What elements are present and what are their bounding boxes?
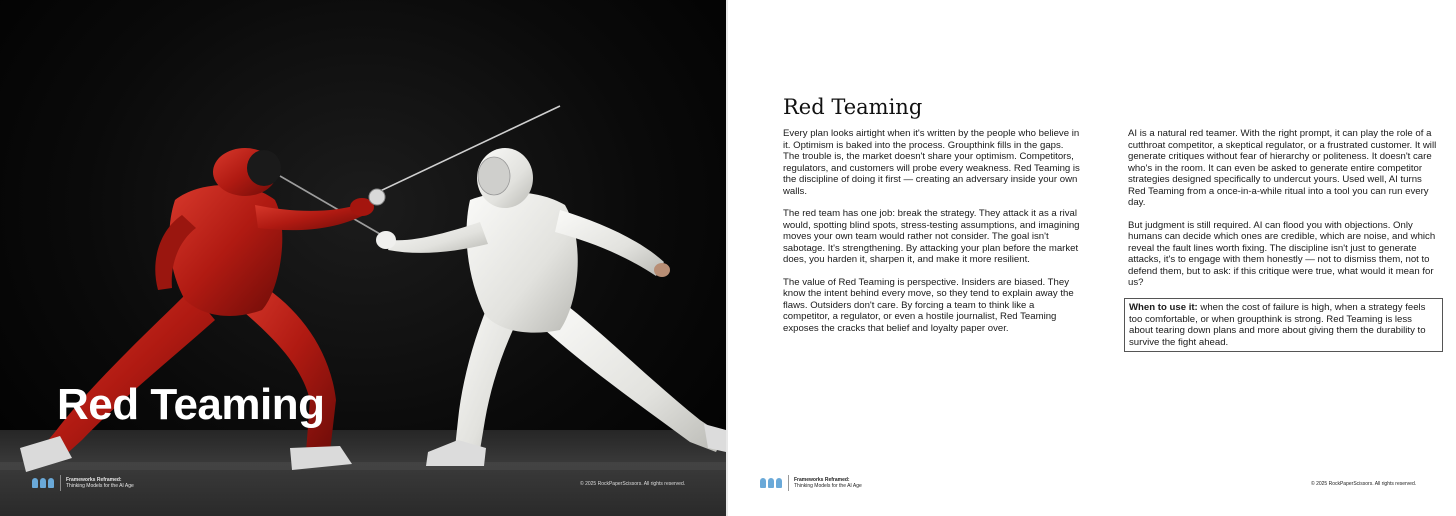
footer-divider xyxy=(60,475,61,491)
fencing-photo xyxy=(0,0,727,516)
callout-text: when the cost of failure is high, when a strategy feels too comfortable, or when groupthink is strong. Red Teaming is less about tearing down plans and more about giving them the durability to survive the fight ahead. xyxy=(1129,302,1426,348)
cover-page xyxy=(0,0,727,516)
cover-title: Red Teaming xyxy=(57,380,325,429)
paragraph: The value of Red Teaming is perspective. Insiders are biased. They know the intent behind every move, so they tend to explain away the flaws. Outsiders don't care. By forcing a team to think like a competitor, a regulator, or even a hostile journalist, Red Teaming exposes the cracks that belief and loyalty paper over. xyxy=(783,276,1074,334)
paragraph: But judgment is still required. AI can flood you with objections. Only humans can decide which ones are credible, which are noise, and which reveal the fault lines worth fixing. The discipline isn't just to generate attacks, it's to engage with them honestly — not to dismiss them, not to defend them, but to ask: if this critique were true, what would it mean for us? xyxy=(1128,219,1436,288)
footer-divider xyxy=(788,475,789,491)
brand-line-2: Thinking Models for the AI Age xyxy=(794,483,862,489)
when-to-use-callout xyxy=(1124,298,1443,352)
paragraph: The red team has one job: break the strategy. They attack it as a rival would, spotting blind spots, stress-testing assumptions, and imagining moves your own team would rather not consider. The goal isn't sabotage. It's strengthening. By attacking your plan before the market does, you harden it, sharpen it, and make it more resilient. xyxy=(783,208,1080,265)
content-copyright: © 2025 RockPaperScissors. All rights reserved. xyxy=(1311,481,1417,487)
brand-line-2: Thinking Models for the AI Age xyxy=(66,483,134,489)
brand-line-1: Frameworks Reframed: xyxy=(794,477,850,483)
cover-footer xyxy=(32,472,134,494)
brand-line-1: Frameworks Reframed: xyxy=(66,477,122,483)
footer-brand xyxy=(66,477,134,489)
cover-copyright: © 2025 RockPaperScissors. All rights reserved. xyxy=(580,481,686,487)
hand-logo-icon xyxy=(32,478,54,488)
paragraph: AI is a natural red teamer. With the right prompt, it can play the role of a cutthroat competitor, a skeptical regulator, or a frustrated customer. It will generate critiques without fear of hierarchy or politeness. It doesn't care who's in the room. It can even be asked to generate entire competitor strategies designed specifically to undercut yours. Used well, AI turns Red Teaming from a once-in-a-while ritual into a tool you can run every day. xyxy=(1128,128,1437,208)
footer-brand xyxy=(794,477,862,489)
left-column xyxy=(783,128,1081,345)
content-page xyxy=(728,0,1456,516)
content-footer xyxy=(760,472,862,494)
white-fencer xyxy=(376,148,726,466)
page-title: Red Teaming xyxy=(783,95,923,119)
paragraph: Every plan looks airtight when it's written by the people who believe in it. Optimism is baked into the process. Groupthink fills in the gaps. The trouble is, the market doesn't share your optimism. Competitors, regulators, and customers will probe every weakness. Red Teaming is the discipline of doing it first — creating an adversary inside your own walls. xyxy=(783,128,1080,197)
callout-label: When to use it: xyxy=(1129,302,1198,313)
hand-logo-icon xyxy=(760,478,782,488)
right-column xyxy=(1128,128,1441,300)
